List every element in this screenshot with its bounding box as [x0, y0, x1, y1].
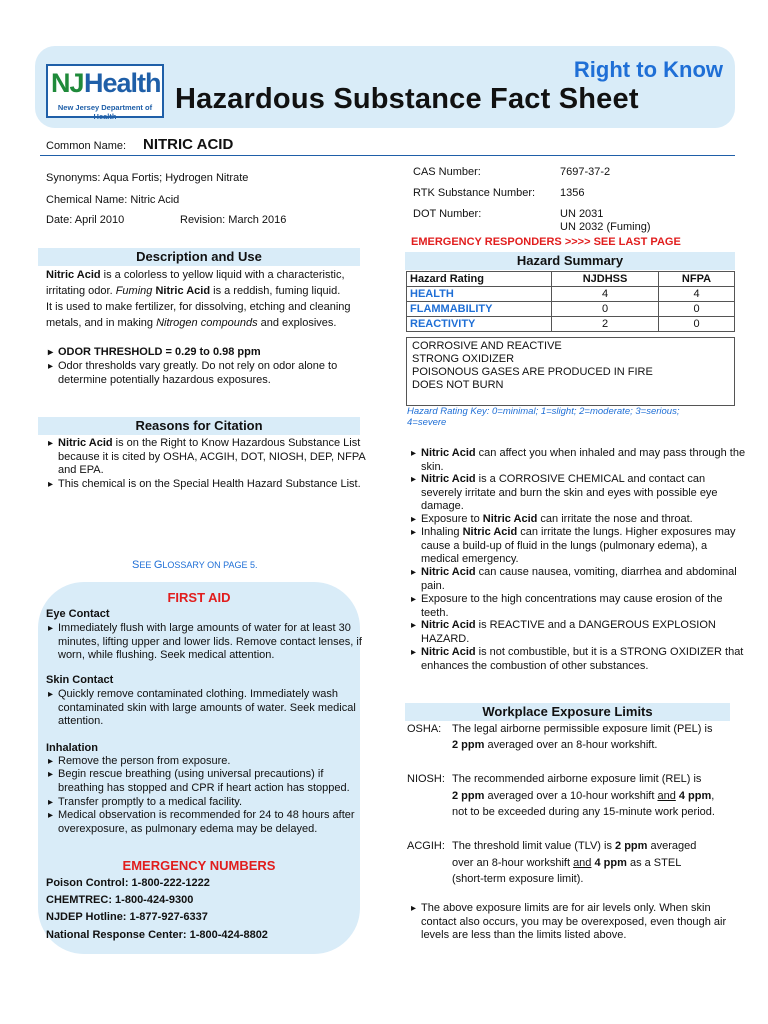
- niosh-label: NIOSH:: [407, 773, 445, 785]
- text-bold: Nitric Acid: [482, 513, 538, 525]
- text: can irritate the nose and throat.: [537, 513, 693, 525]
- text-bold: 2 ppm: [615, 840, 648, 852]
- effect-bullet: [409, 447, 746, 474]
- hazard-note: CORROSIVE AND REACTIVE: [412, 340, 562, 352]
- text-bold: Nitric Acid: [421, 646, 476, 658]
- document-title: Hazardous Substance Fact Sheet: [175, 83, 639, 115]
- text: [452, 855, 737, 872]
- text: is on the Right to Know Hazardous Substance List because it is cited by OSHA, ACGIH, DOT, NIOSH, DEP, NFPA and EPA.: [58, 437, 366, 476]
- osha-limit: [452, 721, 737, 753]
- text: [452, 737, 737, 753]
- right-to-know: Right to Know: [573, 57, 723, 82]
- chemical-name: Chemical Name: Nitric Acid: [46, 194, 180, 206]
- niosh-limit: [452, 771, 742, 821]
- description-paragraph: [46, 267, 366, 331]
- text: The legal airborne permissible exposure limit (PEL) is: [452, 723, 713, 735]
- text-bold: 4 ppm: [678, 789, 712, 802]
- text: metals, and in making: [46, 317, 157, 329]
- logo-nj-text: NJ: [51, 68, 84, 98]
- inhalation-bullet-1: ▸ Remove the person from exposure.: [46, 755, 370, 769]
- text: over an 8-hour workshift: [452, 856, 574, 869]
- rating-name: FLAMMABILITY: [407, 302, 552, 317]
- text-italic: Fuming: [115, 285, 153, 297]
- effect-bullet: ▸ Exposure to the high concentrations may cause erosion of the teeth.: [409, 593, 746, 620]
- text: S: [132, 559, 140, 571]
- rating-nfpa: 4: [659, 287, 735, 302]
- hazard-note: STRONG OXIDIZER: [412, 353, 515, 365]
- dot-value-2: UN 2032 (Fuming): [560, 221, 651, 233]
- effect-bullet: [409, 513, 746, 527]
- rating-njdhss: 0: [552, 302, 659, 317]
- text: irritating odor.: [46, 285, 116, 297]
- text-bold: 2 ppm: [452, 739, 485, 751]
- text: is REACTIVE and a DANGEROUS EXPLOSION HAZARD.: [421, 619, 716, 645]
- text-bold: Nitric Acid: [421, 566, 476, 578]
- hazard-rating-table: [406, 271, 735, 332]
- text: is a reddish, fuming liquid.: [210, 285, 341, 297]
- text-bold: Nitric Acid: [421, 473, 476, 485]
- effect-bullet: [409, 619, 746, 646]
- rating-njdhss: 2: [552, 317, 659, 332]
- odor-threshold: ▸ ODOR THRESHOLD = 0.29 to 0.98 ppm: [46, 346, 372, 360]
- text: 4=severe: [407, 417, 447, 428]
- rating-nfpa: 0: [659, 317, 735, 332]
- table-row: [407, 287, 735, 302]
- text: [452, 788, 742, 805]
- emergency-nrc: National Response Center: 1-800-424-8802: [46, 929, 268, 941]
- text: averaged over a 10-hour workshift: [484, 789, 658, 802]
- cas-label: CAS Number:: [413, 166, 481, 178]
- text: G: [153, 559, 163, 571]
- synonyms: Synonyms: Aqua Fortis; Hydrogen Nitrate: [46, 172, 249, 184]
- dot-label: DOT Number:: [413, 208, 482, 220]
- text: LOSSARY ON PAGE 5.: [162, 560, 258, 570]
- text: It is used to make fertilizer, for dissolving, etching and cleaning: [46, 301, 351, 313]
- skin-contact-bullet: ▸ Quickly remove contaminated clothing. Immediately wash contaminated skin with large amounts of water. Seek medical attention.: [46, 688, 370, 729]
- date: Date: April 2010: [46, 214, 125, 226]
- dot-value-1: UN 2031: [560, 208, 604, 220]
- rtk-label: RTK Substance Number:: [413, 187, 536, 199]
- text: [452, 838, 737, 855]
- rating-nfpa: 0: [659, 302, 735, 317]
- glossary-link[interactable]: [132, 559, 257, 571]
- text: is a colorless to yellow liquid with a characteristic,: [100, 269, 345, 281]
- inhalation-bullet-4: ▸ Medical observation is recommended for 24 to 48 hours after overexposure, as pulmonary edema may be delayed.: [46, 809, 376, 836]
- hazard-note: DOES NOT BURN: [412, 379, 504, 391]
- emergency-responders-banner: EMERGENCY RESPONDERS >>>> SEE LAST PAGE: [411, 236, 681, 248]
- text: as a STEL: [626, 856, 682, 869]
- inhalation-bullet-3: ▸ Transfer promptly to a medical facility.: [46, 796, 370, 810]
- skin-contact-heading: Skin Contact: [46, 674, 114, 686]
- text: Exposure to: [421, 513, 483, 525]
- text-bold: Nitric Acid: [58, 437, 113, 449]
- emergency-numbers-heading: EMERGENCY NUMBERS: [122, 858, 276, 873]
- text-bold: 2 ppm: [452, 789, 485, 802]
- text-underline: and: [657, 789, 676, 802]
- emergency-njdep: NJDEP Hotline: 1-877-927-6337: [46, 911, 208, 923]
- acgih-label: ACGIH:: [407, 840, 445, 852]
- inhalation-heading: Inhalation: [46, 742, 98, 754]
- wel-note-bullet: ▸ The above exposure limits are for air levels only. When skin contact also occurs, you may be overexposed, even though air levels are less than the limits listed above.: [409, 902, 746, 943]
- odor-note: ▸ Odor thresholds vary greatly. Do not rely on odor alone to determine potentially hazardous exposures.: [46, 360, 372, 387]
- text: ,: [711, 789, 715, 802]
- citation-bullet-1: [46, 437, 370, 478]
- osha-label: OSHA:: [407, 723, 442, 735]
- revision: Revision: March 2016: [180, 214, 287, 226]
- effect-bullet: [409, 526, 746, 567]
- col-hazard-rating: Hazard Rating: [407, 272, 552, 287]
- text-bold: 4 ppm: [594, 856, 627, 869]
- text: Inhaling: [421, 526, 463, 538]
- text: can affect you when inhaled and may pass through the skin.: [421, 447, 746, 473]
- inhalation-bullet-2: ▸ Begin rescue breathing (using universal precautions) if breathing has stopped and CPR if heart action has stopped.: [46, 768, 370, 795]
- text: Hazard Rating Key: 0=minimal; 1=slight; 2=moderate; 3=serious;: [407, 406, 680, 417]
- text: and explosives.: [257, 317, 337, 329]
- text: can cause nausea, vomiting, diarrhea and abdominal pain.: [421, 566, 737, 592]
- text: is a CORROSIVE CHEMICAL and contact can severely irritate and burn the skin and eyes with possible eye damage.: [421, 473, 718, 512]
- first-aid-heading: FIRST AID: [167, 590, 231, 605]
- text: (short-term exposure limit).: [452, 873, 584, 885]
- logo-health-text: Health: [84, 68, 161, 98]
- text-bold: Nitric Acid: [46, 269, 101, 281]
- common-name-label: Common Name:: [46, 140, 127, 152]
- text: EE: [139, 560, 154, 570]
- hazard-summary-heading: Hazard Summary: [405, 252, 735, 270]
- text: averaged: [647, 840, 697, 852]
- citation-heading: Reasons for Citation: [38, 417, 360, 435]
- table-header-row: [407, 272, 735, 287]
- hazard-rating-key: [407, 406, 679, 428]
- text-bold: Nitric Acid: [462, 526, 518, 538]
- common-name-value: NITRIC ACID: [143, 136, 234, 153]
- text-underline: and: [573, 856, 592, 869]
- text: can irritate the lungs. Higher exposures may cause a build-up of fluid in the lungs (pulmonary edema), a medical emergency.: [421, 526, 736, 565]
- logo-subtitle: New Jersey Department of Health: [57, 103, 153, 121]
- effect-bullet: [409, 473, 746, 514]
- effect-bullet: [409, 646, 746, 673]
- acgih-limit: [452, 838, 737, 888]
- text-italic: Nitrogen compounds: [156, 317, 258, 329]
- rating-name: HEALTH: [407, 287, 552, 302]
- header-rule: [40, 155, 735, 156]
- text: The recommended airborne exposure limit (REL) is: [452, 773, 702, 785]
- description-heading: Description and Use: [38, 248, 360, 266]
- col-nfpa: NFPA: [659, 272, 735, 287]
- rating-name: REACTIVITY: [407, 317, 552, 332]
- text-bold: Nitric Acid: [421, 447, 476, 459]
- hazard-note: POISONOUS GASES ARE PRODUCED IN FIRE: [412, 366, 653, 378]
- text: The threshold limit value (TLV) is: [452, 840, 616, 852]
- text: is not combustible, but it is a STRONG OXIDIZER that enhances the combustion of other substances.: [421, 646, 744, 672]
- text-bold: Nitric Acid: [155, 285, 211, 297]
- nj-health-logo: [46, 64, 164, 121]
- text: averaged over an 8-hour workshift.: [484, 739, 658, 751]
- emergency-poison-control: Poison Control: 1-800-222-1222: [46, 877, 210, 889]
- citation-bullet-2: ▸ This chemical is on the Special Health Hazard Substance List.: [46, 478, 370, 492]
- cas-value: 7697-37-2: [560, 166, 611, 178]
- eye-contact-heading: Eye Contact: [46, 608, 110, 620]
- table-row: [407, 302, 735, 317]
- rating-njdhss: 4: [552, 287, 659, 302]
- hazard-notes-box: [406, 337, 735, 406]
- wel-heading: Workplace Exposure Limits: [405, 703, 730, 721]
- rtk-value: 1356: [560, 187, 585, 199]
- eye-contact-bullet: ▸ Immediately flush with large amounts of water for at least 30 minutes, lifting upper and lower lids. Remove contact lenses, if worn, while flushing. Seek medical attention.: [46, 622, 370, 663]
- text-bold: Nitric Acid: [421, 619, 476, 631]
- text: not to be exceeded during any 15-minute work period.: [452, 806, 715, 818]
- emergency-chemtrec: CHEMTREC: 1-800-424-9300: [46, 894, 194, 906]
- col-njdhss: NJDHSS: [552, 272, 659, 287]
- effect-bullet: [409, 566, 746, 593]
- table-row: [407, 317, 735, 332]
